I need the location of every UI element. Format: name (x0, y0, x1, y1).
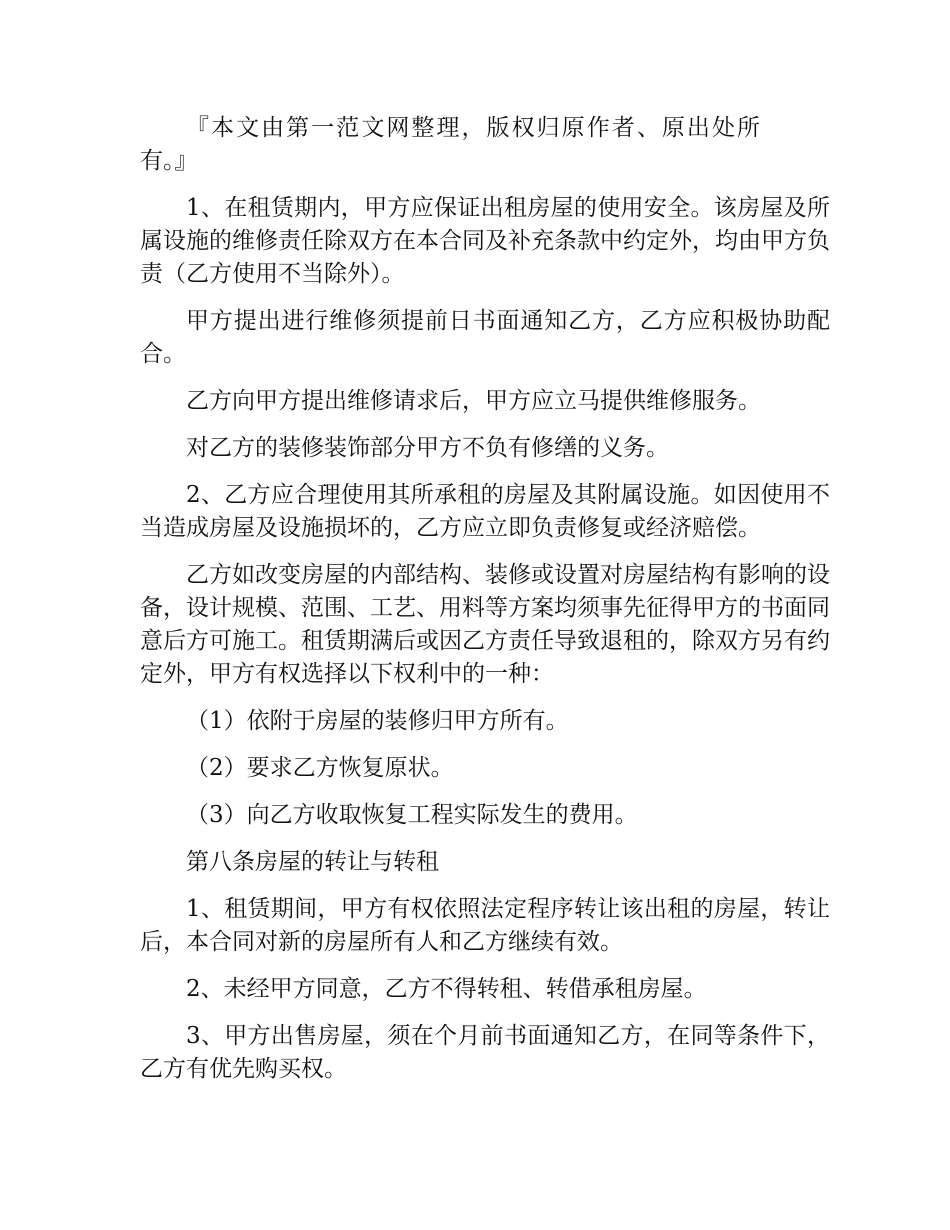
clause-paragraph: 对乙方的装修装饰部分甲方不负有修缮的义务。 (186, 435, 669, 461)
list-item: （2）要求乙方恢复原状。 (186, 755, 454, 781)
clause-paragraph: 2、未经甲方同意，乙方不得转租、转借承租房屋。 (186, 976, 707, 1002)
clause-paragraph: 乙方如改变房屋的内部结构、装修或设置对房屋结构有影响的设备，设计规模、范围、工艺、用料等方案均须事先征得甲方的书面同意后方可施工。租赁期满后或因乙方责任导致退租的，除双方另有约定外，甲方有权选择以下权利中的一种： (140, 562, 830, 687)
clause-paragraph: 1、租赁期间，甲方有权依照法定程序转让该出租的房屋，转让后，本合同对新的房屋所有人和乙方继续有效。 (140, 896, 830, 955)
copyright-notice: 『本文由第一范文网整理，版权归原作者、原出处所有。』 (140, 115, 760, 174)
document-body (140, 112, 830, 1100)
list-item: （1）依附于房屋的装修归甲方所有。 (186, 708, 569, 734)
clause-paragraph: 甲方提出进行维修须提前日书面通知乙方，乙方应积极协助配合。 (140, 308, 830, 367)
clause-paragraph: 乙方向甲方提出维修请求后，甲方应立马提供维修服务。 (186, 388, 761, 414)
clause-paragraph: 2、乙方应合理使用其所承租的房屋及其附属设施。如因使用不当造成房屋及设施损坏的，乙方应立即负责修复或经济赔偿。 (140, 482, 830, 541)
clause-paragraph: 1、在租赁期内，甲方应保证出租房屋的使用安全。该房屋及所属设施的维修责任除双方在本合同及补充条款中约定外，均由甲方负责（乙方使用不当除外）。 (140, 195, 830, 287)
clause-paragraph: 3、甲方出售房屋，须在个月前书面通知乙方，在同等条件下，乙方有优先购买权。 (140, 1023, 830, 1082)
list-item: （3）向乙方收取恢复工程实际发生的费用。 (186, 802, 638, 828)
section-heading: 第八条房屋的转让与转租 (186, 849, 439, 875)
